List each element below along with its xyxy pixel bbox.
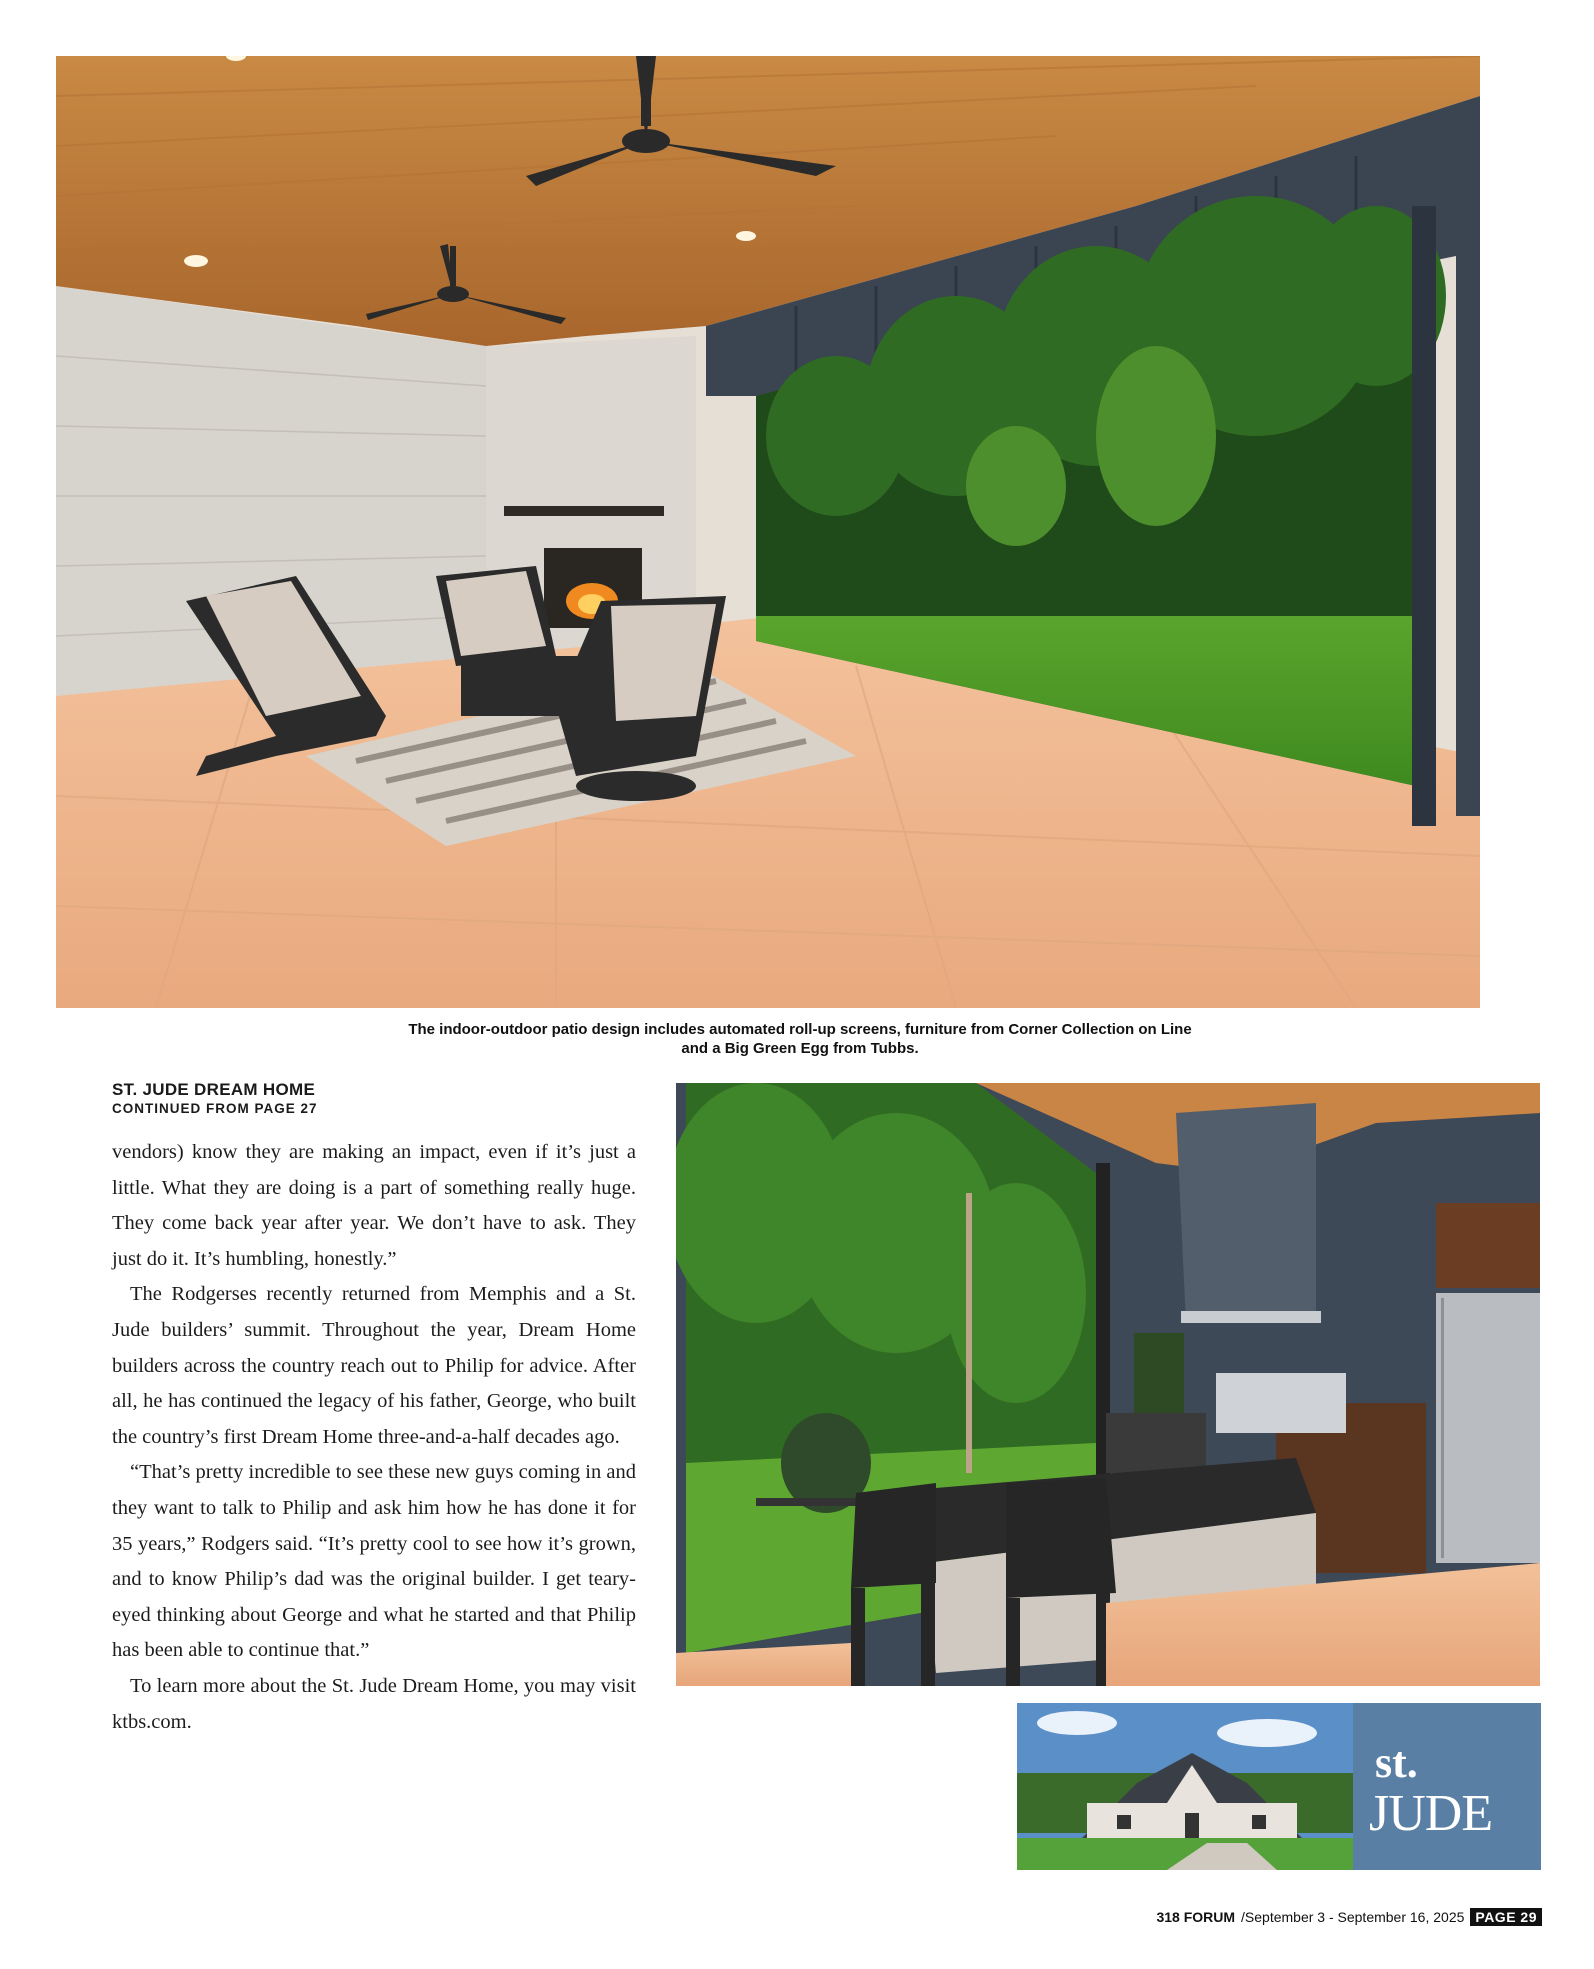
paragraph: The Rodgerses recently returned from Memphis and a St. Jude builders’ summit. Throughout the year, Dream Home builders across the country reach out to Philip for advice. After all, he has continued the legacy of his father, George, who built the country’s first Dream Home three-and-a-half decades ago. <box>112 1283 636 1448</box>
article-body <box>112 1135 636 1740</box>
publication-name: 318 FORUM <box>1156 1909 1236 1925</box>
page-footer <box>1156 1908 1542 1926</box>
article-kicker <box>112 1080 318 1117</box>
kitchen-photo <box>676 1083 1540 1686</box>
paragraph: To learn more about the St. Jude Dream Home, you may visit ktbs.com. <box>112 1674 636 1733</box>
page-number-badge: PAGE 29 <box>1470 1908 1542 1926</box>
kicker-continued: CONTINUED FROM PAGE 27 <box>112 1101 318 1116</box>
issue-date: /September 3 - September 16, 2025 <box>1241 1909 1465 1925</box>
st-jude-ad <box>1017 1703 1541 1870</box>
paragraph: “That’s pretty incredible to see these new guys coming in and they want to talk to Philip and ask him how he has done it for 35 years,” Rodgers said. “It’s pretty cool to see how it’s grown, and to know Philip’s dad was the original builder. I get teary-eyed thinking about George and what he started and that Philip has been able to continue that.” <box>112 1461 636 1662</box>
paragraph: vendors) know they are making an impact, even if it’s just a little. What they are doing is a part of something really huge. They come back year after year. We don’t have to ask. They just do it. It’s humbling, honestly.” <box>112 1141 636 1270</box>
dream-home-photo <box>1017 1703 1353 1870</box>
kicker-title: ST. JUDE DREAM HOME <box>112 1080 316 1099</box>
logo-st: st. <box>1375 1738 1418 1787</box>
patio-photo <box>56 56 1480 1008</box>
caption-line-2: and a Big Green Egg from Tubbs. <box>681 1040 919 1057</box>
st-jude-logo <box>1357 1703 1541 1870</box>
photo-caption <box>300 1020 1300 1058</box>
caption-line-1: The indoor-outdoor patio design includes automated roll-up screens, furniture from Corner Collection on Line <box>408 1021 1192 1038</box>
logo-jude: JUDE <box>1369 1785 1493 1842</box>
